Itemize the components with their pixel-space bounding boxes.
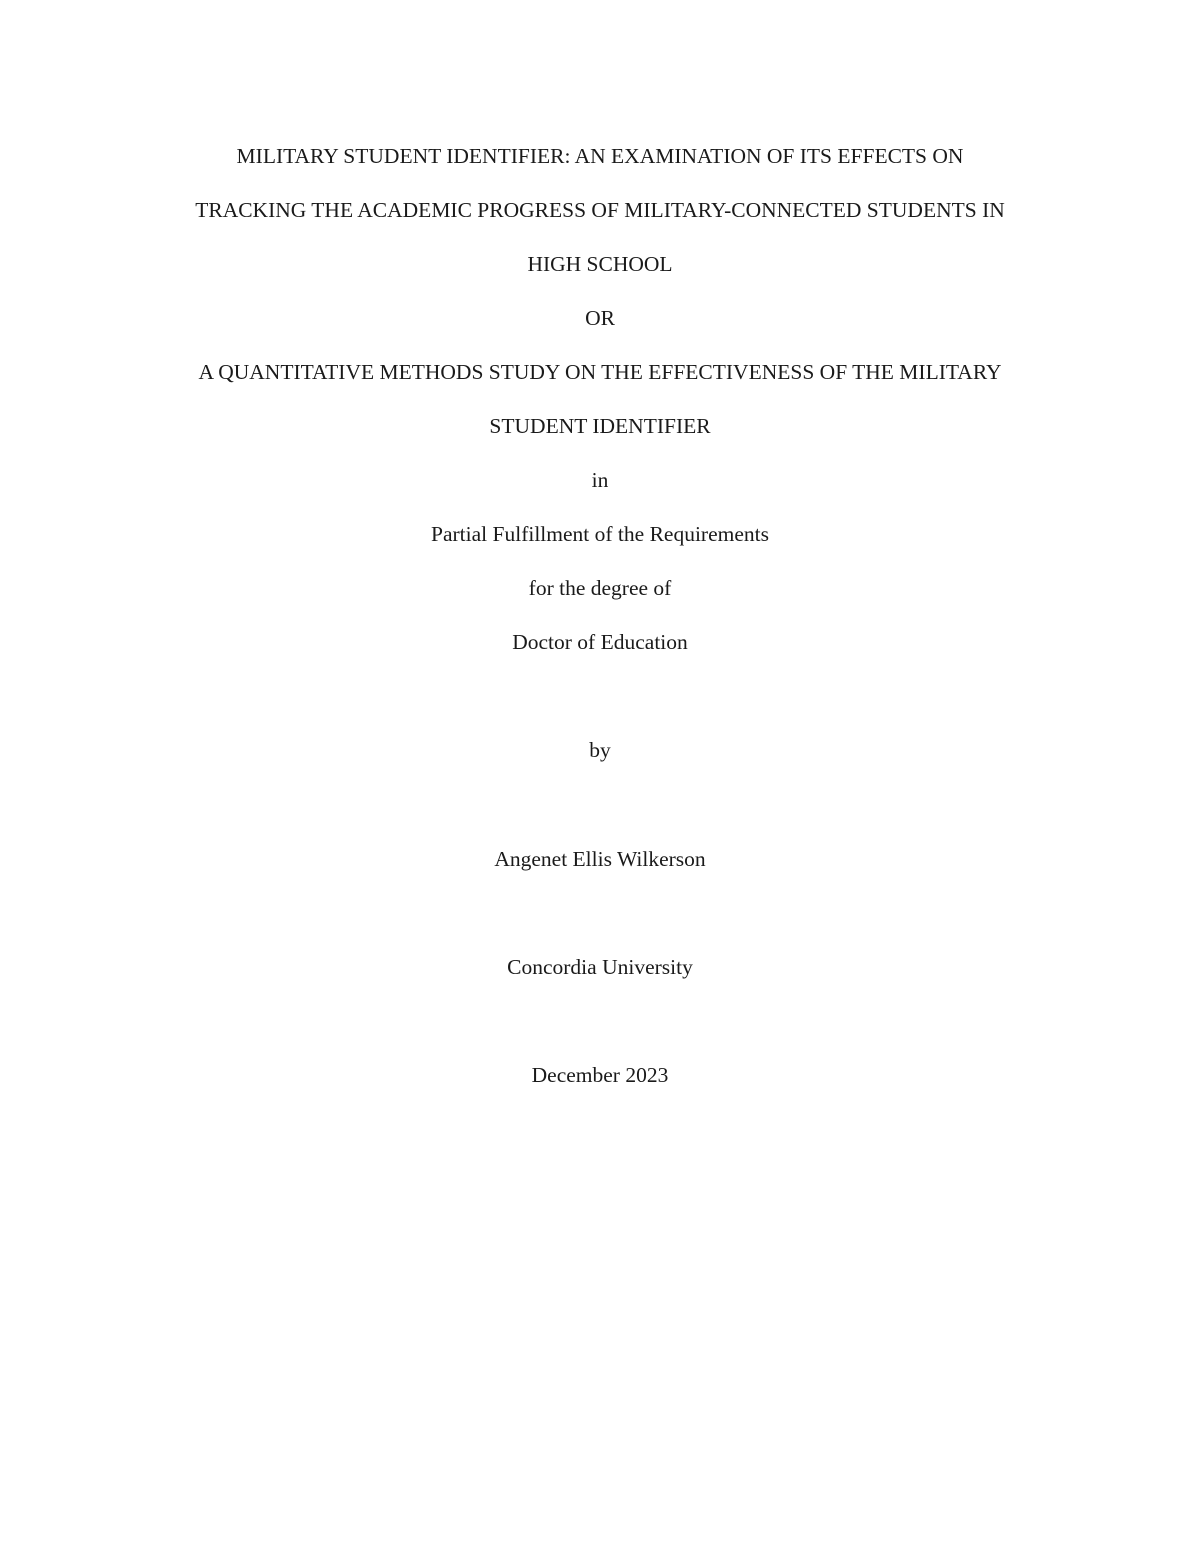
alt-title-line-2: STUDENT IDENTIFIER: [489, 414, 711, 438]
by-label: by: [589, 738, 611, 762]
alt-title-line-1: A QUANTITATIVE METHODS STUDY ON THE EFFECTIVENESS OF THE MILITARY: [198, 360, 1002, 384]
degree-name: Doctor of Education: [512, 630, 688, 654]
conjunction: OR: [585, 306, 615, 330]
author-name: Angenet Ellis Wilkerson: [494, 847, 706, 871]
title-line-2: TRACKING THE ACADEMIC PROGRESS OF MILITARY-CONNECTED STUDENTS IN: [195, 198, 1005, 222]
in-label: in: [591, 468, 609, 492]
institution-name: Concordia University: [507, 955, 693, 979]
fulfillment-statement: Partial Fulfillment of the Requirements: [431, 522, 769, 546]
title-line-3: HIGH SCHOOL: [527, 252, 673, 276]
submission-date: December 2023: [531, 1063, 669, 1087]
title-line-1: MILITARY STUDENT IDENTIFIER: AN EXAMINATION OF ITS EFFECTS ON: [236, 144, 964, 168]
for-degree-label: for the degree of: [528, 576, 672, 600]
